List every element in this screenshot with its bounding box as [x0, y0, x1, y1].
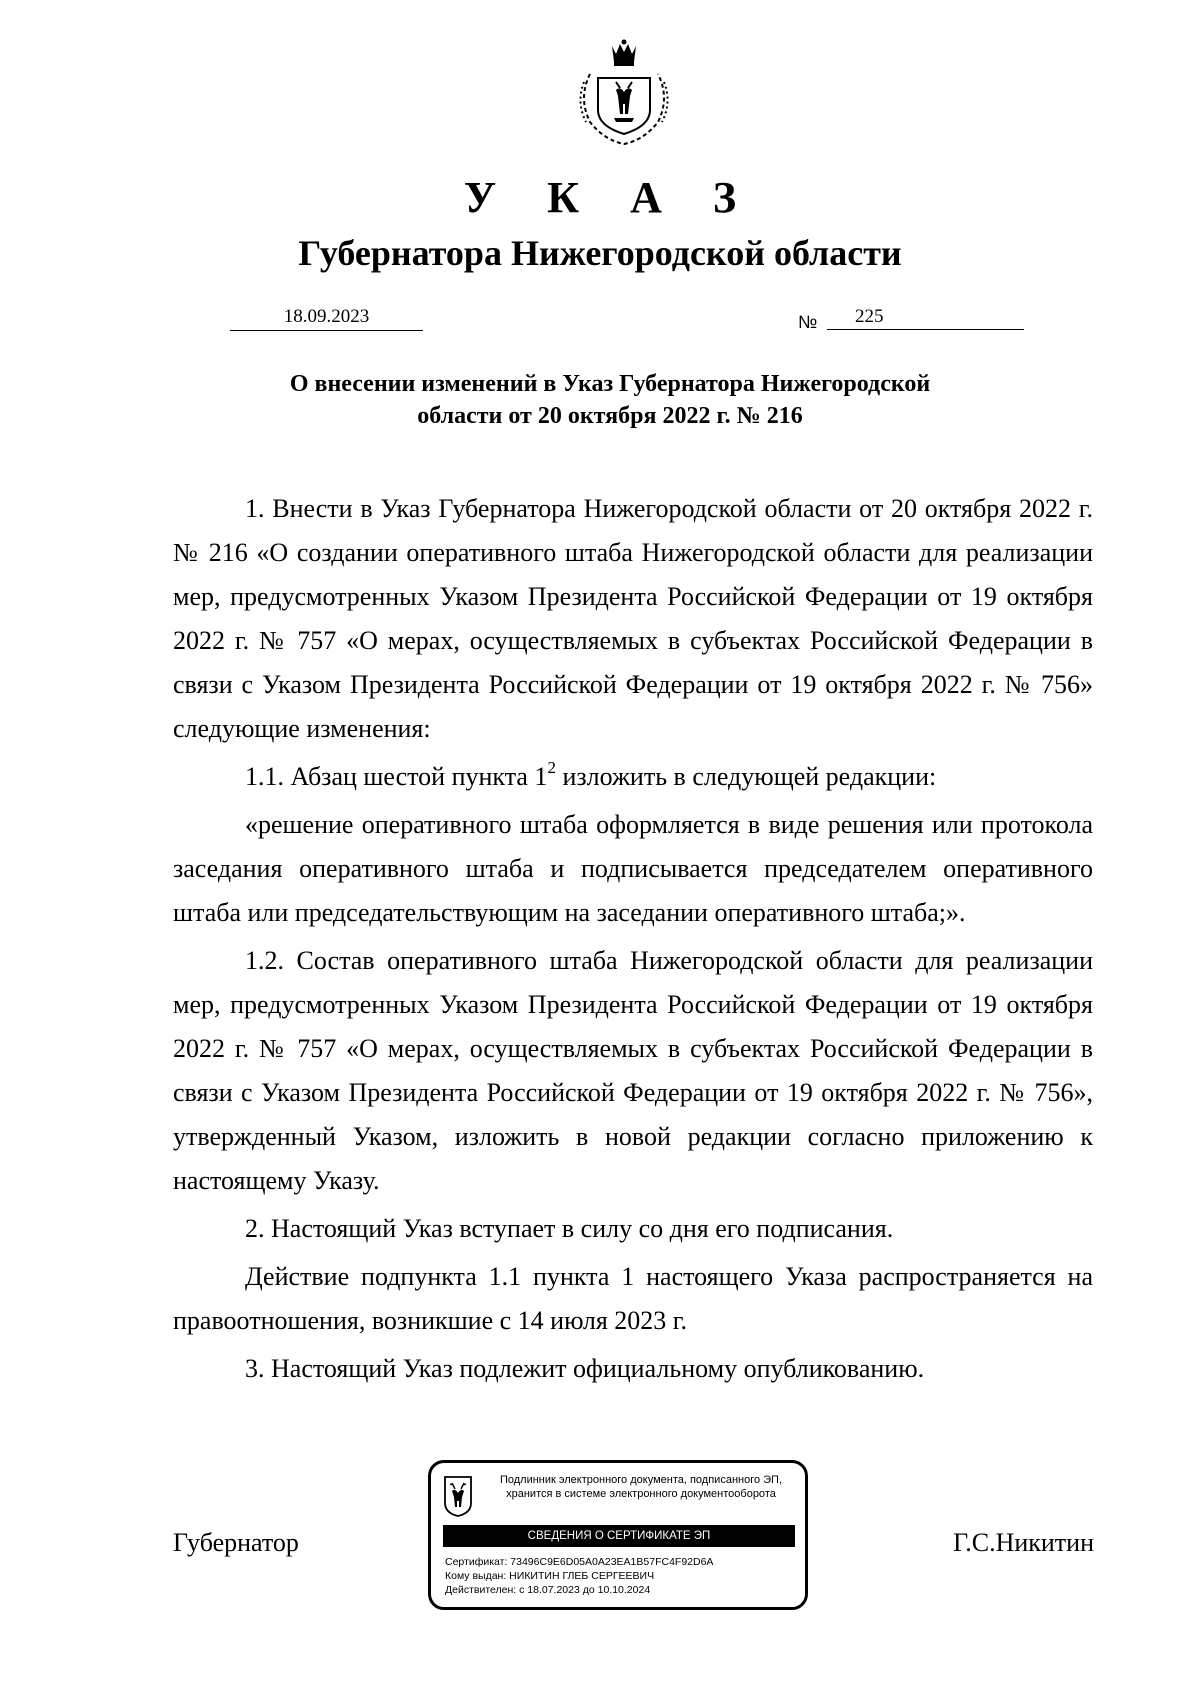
document-type-title: У К А З	[463, 173, 757, 222]
document-body	[173, 487, 1093, 1395]
paragraph-2: 2. Настоящий Указ вступает в силу со дня его подписания.	[245, 1214, 894, 1243]
stamp-validity: Действителен: с 18.07.2023 до 10.10.2024	[445, 1584, 651, 1596]
paragraph-2-note: Действие подпункта 1.1 пункта 1 настоящего Указа распространяется на правоотношения, возникшие с 14 июля 2023 г.	[173, 1262, 1093, 1335]
stamp-certificate-info	[445, 1555, 713, 1597]
paragraph-1-1	[173, 755, 1093, 799]
issuer-title: Губернатора Нижегородской области	[298, 233, 902, 273]
paragraph-1-1-text: 1.1. Абзац шестой пункта 1	[245, 762, 548, 791]
paragraph-1: 1. Внести в Указ Губернатора Нижегородской области от 20 октября 2022 г. № 216 «О создании оперативного штаба Нижегородской области для реализации мер, предусмотренных Указом Президента Российской Федерации от 19 октября 2022 г. № 757 «О мерах, осуществляемых в субъектах Российской Федерации в связи с Указом Президента Российской Федерации от 19 октября 2022 г. № 756» следующие изменения:	[173, 494, 1093, 743]
document-number: 225	[827, 306, 1024, 330]
paragraph-quote: «решение оперативного штаба оформляется в виде решения или протокола заседания оперативного штаба и подписывается председателем оперативного штаба или председательствующим на заседании оперативного штаба;».	[173, 810, 1093, 927]
subject-line-1: О внесении изменений в Указ Губернатора Нижегородской	[289, 371, 931, 397]
paragraph-1-2: 1.2. Состав оперативного штаба Нижегородской области для реализации мер, предусмотренных Указом Президента Российской Федерации от 19 октября 2022 г. № 757 «О мерах, осуществляемых в субъектах Российской Федерации в связи с Указом Президента Российской Федерации от 19 октября 2022 г. № 756», утвержденный Указом, изложить в новой редакции согласно приложению к настоящему Указу.	[173, 946, 1093, 1195]
number-label: №	[798, 312, 818, 332]
paragraph-1-1-tail: изложить в следующей редакции:	[555, 762, 937, 791]
paragraph-3: 3. Настоящий Указ подлежит официальному опубликованию.	[245, 1354, 925, 1383]
superscript: 2	[547, 758, 556, 777]
deer-emblem-icon	[443, 1475, 473, 1517]
stamp-certificate-header: СВЕДЕНИЯ О СЕРТИФИКАТЕ ЭП	[443, 1525, 795, 1547]
coat-of-arms-emblem	[568, 38, 680, 150]
document-date: 18.09.2023	[230, 306, 423, 331]
stamp-original-line-1: Подлинник электронного документа, подписанного ЭП,	[499, 1474, 783, 1486]
stamp-issued-to: Кому выдан: НИКИТИН ГЛЕБ СЕРГЕЕВИЧ	[445, 1570, 655, 1582]
subject-line-2: области от 20 октября 2022 г. № 216	[417, 403, 803, 429]
signatory-name: Г.С.Никитин	[953, 1528, 1094, 1557]
signatory-position: Губернатор	[173, 1528, 299, 1557]
stamp-original-line-2: хранится в системе электронного документооборота	[506, 1488, 776, 1500]
stamp-certificate-id: Сертификат: 73496C9E6D05A0A23EA1B57FC4F92D6A	[445, 1556, 714, 1568]
stamp-original-note	[483, 1473, 799, 1501]
electronic-signature-stamp	[428, 1460, 808, 1610]
document-subject	[230, 368, 990, 432]
